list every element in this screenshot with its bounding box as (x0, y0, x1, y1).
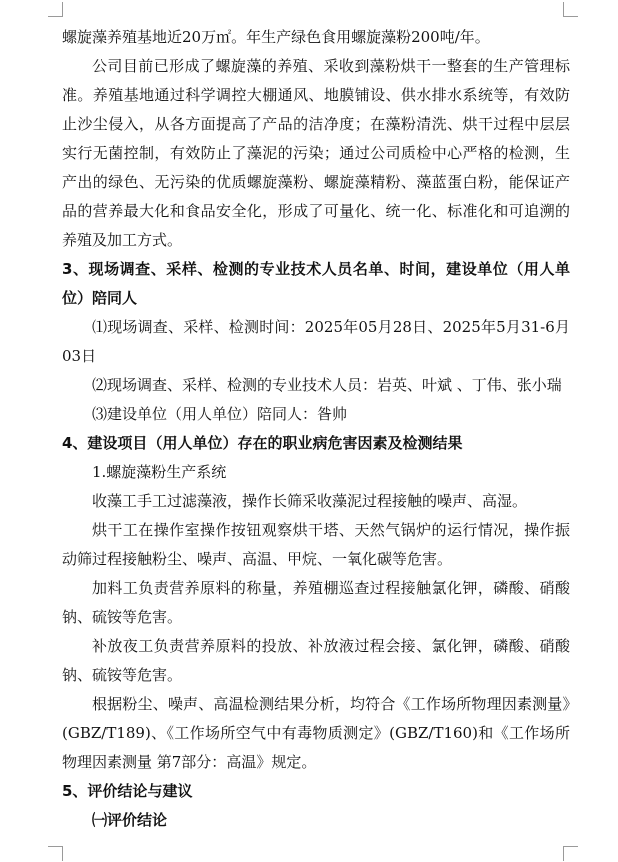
crop-mark-bottom-left (48, 846, 63, 861)
document-body (62, 23, 570, 835)
section-3-item-1: ⑴现场调查、采样、检测时间：2025年05月28日、2025年5月31-6月03日 (62, 318, 570, 365)
section-3-item-3: ⑶建设单位（用人单位）陪同人：昝帅 (92, 405, 348, 423)
paragraph-company-standards: 公司目前已形成了螺旋藻的养殖、采收到藻粉烘干一整套的生产管理标准。养殖基地通过科学调控大棚通风、地膜铺设、供水排水系统等，有效防止沙尘侵入，从各方面提高了产品的洁净度；在藻粉清洗、烘干过程中层层实行无菌控制，有效防止了藻泥的污染；通过公司质检中心严格的检测，生产出的绿色、无污染的优质螺旋藻粉、螺旋藻精粉、藻蓝蛋白粉，能保证产品的营养最大化和食品安全化，形成了可量化、统一化、标准化和可追溯的养殖及加工方式。 (62, 57, 570, 249)
section-4-paragraph-3: 加料工负责营养原料的称量，养殖棚巡查过程接触氯化钾，磷酸、硝酸钠、硫铵等危害。 (62, 579, 570, 626)
section-4-paragraph-2: 烘干工在操作室操作按钮观察烘干塔、天然气锅炉的运行情况，操作振动筛过程接触粉尘、噪声、高温、甲烷、一氧化碳等危害。 (62, 521, 570, 568)
section-4-heading: 4、建设项目（用人单位）存在的职业病危害因素及检测结果 (62, 434, 463, 452)
paragraph-base-area: 螺旋藻养殖基地近20万㎡。年生产绿色食用螺旋藻粉200吨/年。 (62, 28, 490, 46)
section-5-subheading: ㈠评价结论 (92, 811, 168, 829)
crop-mark-top-right (563, 2, 578, 17)
section-3-item-2: ⑵现场调查、采样、检测的专业技术人员：岩英、叶斌 、丁伟、张小瑞 (92, 376, 562, 394)
section-4-paragraph-4: 补放夜工负责营养原料的投放、补放液过程会接、氯化钾，磷酸、硝酸钠、硫铵等危害。 (62, 637, 570, 684)
section-5-heading: 5、评价结论与建议 (62, 782, 193, 800)
section-3-heading: 3、现场调查、采样、检测的专业技术人员名单、时间，建设单位（用人单位）陪同人 (62, 260, 570, 307)
section-4-subheading: 1.螺旋藻粉生产系统 (92, 463, 227, 481)
section-4-paragraph-5: 根据粉尘、噪声、高温检测结果分析，均符合《工作场所物理因素测量》(GBZ/T189)、《工作场所空气中有毒物质测定》(GBZ/T160)和《工作场所物理因素测量 第7部分：高温》规定。 (62, 695, 570, 771)
crop-mark-bottom-right (563, 846, 578, 861)
section-4-paragraph-1: 收藻工手工过滤藻液，操作长筛采收藻泥过程接触的噪声、高湿。 (92, 492, 528, 510)
crop-mark-top-left (48, 2, 63, 17)
